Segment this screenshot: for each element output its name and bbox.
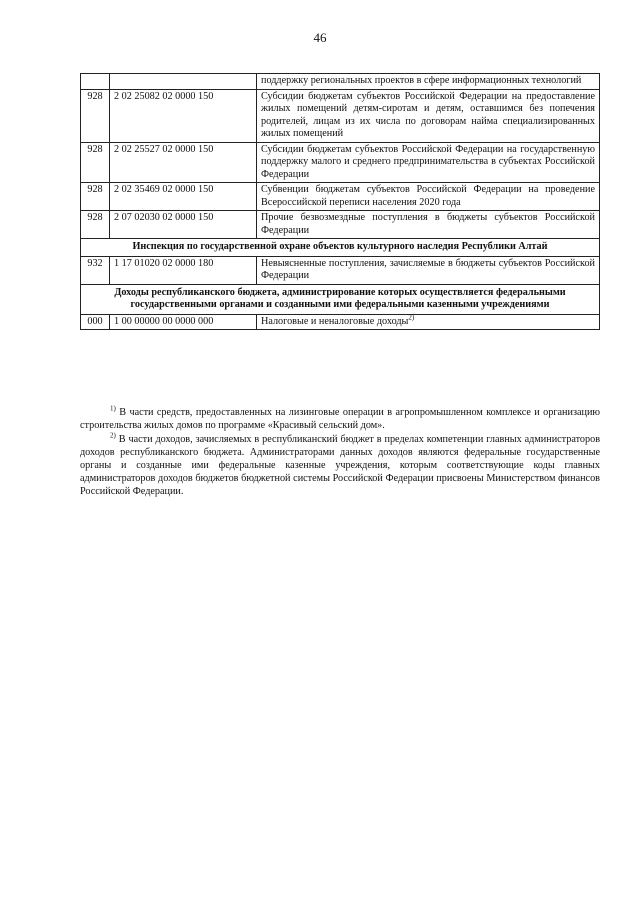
revenue-name-text: поддержку региональных проектов в сфере информационных технологий: [261, 75, 582, 86]
revenue-name-cell: [257, 256, 600, 284]
revenue-name-text: Прочие безвозмездные поступления в бюджеты субъектов Российской Федерации: [261, 212, 595, 236]
revenue-code-cell: 2 07 02030 02 0000 150: [110, 211, 257, 239]
section-title: Доходы республиканского бюджета, администрирование которых осуществляется федеральными государственными органами и созданными ими федеральными казенными учреждениями: [81, 284, 600, 314]
revenue-name-cell: [257, 74, 600, 90]
revenue-code-cell: 1 00 00000 00 0000 000: [110, 314, 257, 330]
footnote-text: В части средств, предоставленных на лизинговые операции в агропромышленном комплексе и организацию строительства жилых домов по программе «Красивый сельский дом».: [80, 407, 601, 431]
revenue-code-cell: [110, 74, 257, 90]
admin-code-cell: 928: [81, 183, 110, 211]
revenue-name-text: Субсидии бюджетам субъектов Российской Федерации на государственную поддержку малого и среднего предпринимательства в субъектах Российской Федерации: [261, 143, 595, 180]
revenue-name-cell: [257, 211, 600, 239]
revenue-administrators-table: [80, 73, 600, 330]
revenue-name-text: Невыясненные поступления, зачисляемые в бюджеты субъектов Российской Федерации: [261, 257, 595, 281]
table-row: [81, 74, 600, 90]
revenue-name-cell: [257, 142, 600, 183]
table-row: [81, 142, 600, 183]
table-row: [81, 183, 600, 211]
footnote-1: [80, 406, 600, 432]
footnote-mark: 2): [110, 431, 116, 440]
table-row: [81, 314, 600, 330]
revenue-code-cell: 2 02 35469 02 0000 150: [110, 183, 257, 211]
footnote-text: В части доходов, зачисляемых в республиканский бюджет в пределах компетенции главных администраторов доходов республиканского бюджета. Администраторами данных доходов являются федеральные государственные органы и созданные ими федеральные казенные учреждения, которым соответствующие коды главных администраторов доходов бюджетов бюджетной системы Российской Федерации присвоены Министерством финансов Российской Федерации.: [80, 434, 601, 497]
admin-code-cell: 000: [81, 314, 110, 330]
revenue-name-cell: [257, 89, 600, 142]
revenue-code-cell: 2 02 25527 02 0000 150: [110, 142, 257, 183]
revenue-name-text: Субвенции бюджетам субъектов Российской Федерации на проведение Всероссийской переписи населения 2020 года: [261, 184, 595, 208]
section-header-row: [81, 284, 600, 314]
revenue-name-text: Субсидии бюджетам субъектов Российской Федерации на предоставление жилых помещений детям-сиротам и детям, оставшимся без попечения родителей, лицам из их числа по договорам найма специализированных жилых помещений: [261, 90, 595, 139]
footnote-reference: 2): [408, 313, 415, 322]
table-row: [81, 89, 600, 142]
table-row: [81, 211, 600, 239]
footnotes: [80, 406, 600, 499]
table-row: [81, 256, 600, 284]
revenue-code-cell: 1 17 01020 02 0000 180: [110, 256, 257, 284]
admin-code-cell: 928: [81, 142, 110, 183]
revenue-code-cell: 2 02 25082 02 0000 150: [110, 89, 257, 142]
revenue-name-cell: [257, 314, 600, 330]
revenue-name-cell: [257, 183, 600, 211]
admin-code-cell: 928: [81, 211, 110, 239]
section-header-row: [81, 239, 600, 257]
revenue-name-text: Налоговые и неналоговые доходы: [261, 315, 409, 327]
admin-code-cell: [81, 74, 110, 90]
page-number: 46: [313, 30, 327, 45]
section-title: Инспекция по государственной охране объектов культурного наследия Республики Алтай: [81, 239, 600, 257]
footnote-2: [80, 433, 600, 498]
footnote-mark: 1): [110, 404, 116, 413]
admin-code-cell: 932: [81, 256, 110, 284]
admin-code-cell: 928: [81, 89, 110, 142]
